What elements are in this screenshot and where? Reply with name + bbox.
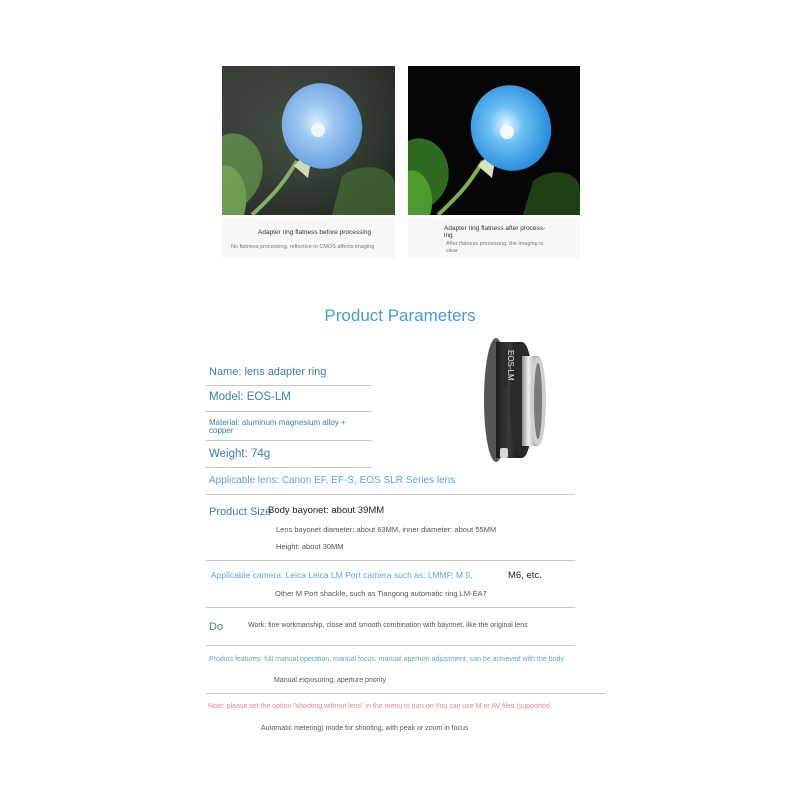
param-material-line2: copper [209,426,234,435]
caption-after-title-line2: ing [444,232,453,239]
param-size-height: Height: about 30MM [276,542,344,551]
param-size-label: Product Size [209,506,272,518]
param-camera-label: Applicable camera: Leica Leica LM Port camera such as: LMMP, M 5, [211,570,473,580]
param-features: Product features: full manual operation, manual focus, manual aperture adjustment, can be achieved with the body [209,656,564,663]
rule-do [206,645,575,646]
caption-after-subtitle-line1: After flatness processing, the imaging is [446,241,544,247]
photo-before [222,66,395,215]
photo-after [408,66,580,215]
caption-before-box [222,218,395,258]
param-note-sub: Automatic metering) mode for shooting, with peak or zoom in focus [261,725,469,732]
ring-engraving: EOS-LM [506,350,515,381]
param-note: Note: please set the option "shooting without lens" in the menu to turn on You can use M or AV files (supported [208,703,550,710]
rule-size [206,560,575,561]
page-title: Product Parameters [324,306,476,325]
param-camera-tail: M6, etc. [508,570,542,581]
param-camera-other: Other M Port shackle, such as Tiangong automatic ring LM-EA7 [275,589,487,598]
rule-weight [206,467,372,468]
param-size-body: Body bayonet: about 39MM [268,505,385,516]
param-applicable-lens: Applicable lens: Canon EF, EF-S, EOS SLR Series lens [209,475,456,486]
param-do-text: Work: fine workmanship, close and smooth combination with bayonet, like the original lens [248,622,528,629]
caption-after-box [408,218,580,258]
param-do-label: Do [209,621,224,633]
param-material-line1: Material: aluminum magnesium alloy + [209,418,346,427]
caption-before-title: Adapter ring flatness before processing [258,229,372,236]
rule-features [206,693,605,694]
param-size-lens: Lens bayonet diameter: about 63MM, inner diameter: about 55MM [276,525,497,534]
flower-after-image [408,66,580,215]
adapter-ring-image [478,336,550,466]
param-weight: Weight: 74g [209,448,271,460]
param-name: Name: lens adapter ring [209,366,327,378]
rule-material [206,440,372,441]
rule-name [206,385,372,386]
caption-after-subtitle-line2: clear [446,248,458,254]
rule-lens [206,494,575,495]
param-features-sub: Manual exposuring, aperture priority [274,677,387,684]
rule-model [206,411,372,412]
caption-before-subtitle: No flatness processing, reflective to CMOS affects imaging [231,244,375,250]
param-model: Model: EOS-LM [209,391,291,403]
caption-after-title-line1: Adapter ring flatness after process- [444,225,546,232]
rule-camera [206,607,575,608]
flower-before-image [222,66,395,215]
